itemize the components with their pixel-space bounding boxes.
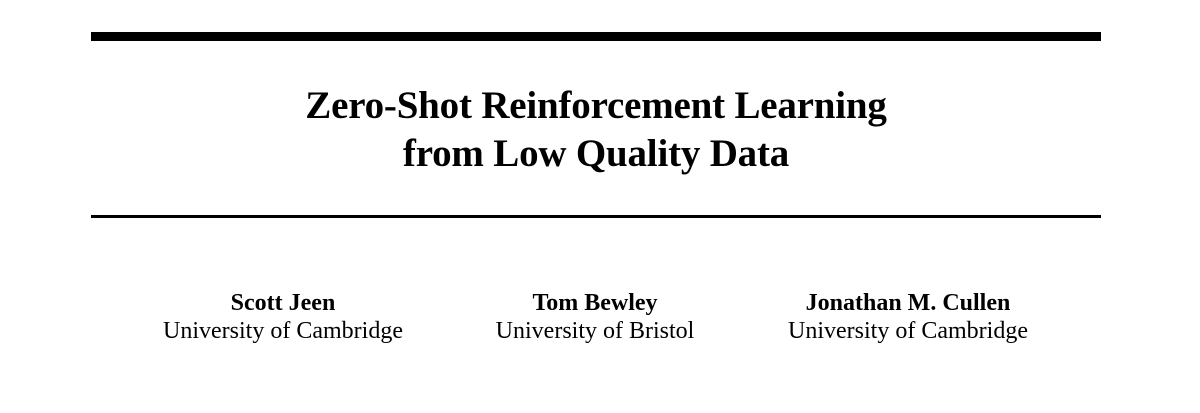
author-tom-bewley <box>445 289 745 345</box>
author-jonathan-m-cullen <box>758 289 1058 345</box>
author-affiliation: University of Cambridge <box>788 318 1028 344</box>
author-name: Scott Jeen <box>230 290 336 316</box>
author-name: Tom Bewley <box>532 290 658 316</box>
author-affiliation: University of Bristol <box>495 318 695 344</box>
paper-title-line-2: from Low Quality Data <box>402 132 790 175</box>
paper-title-line-1: Zero-Shot Reinforcement Learning <box>305 84 887 127</box>
author-name: Jonathan M. Cullen <box>805 290 1011 316</box>
title-bottom-rule <box>91 215 1101 218</box>
paper-title <box>91 82 1101 178</box>
author-affiliation: University of Cambridge <box>163 318 403 344</box>
author-block <box>0 289 1200 359</box>
title-top-rule <box>91 32 1101 41</box>
author-scott-jeen <box>133 289 433 345</box>
